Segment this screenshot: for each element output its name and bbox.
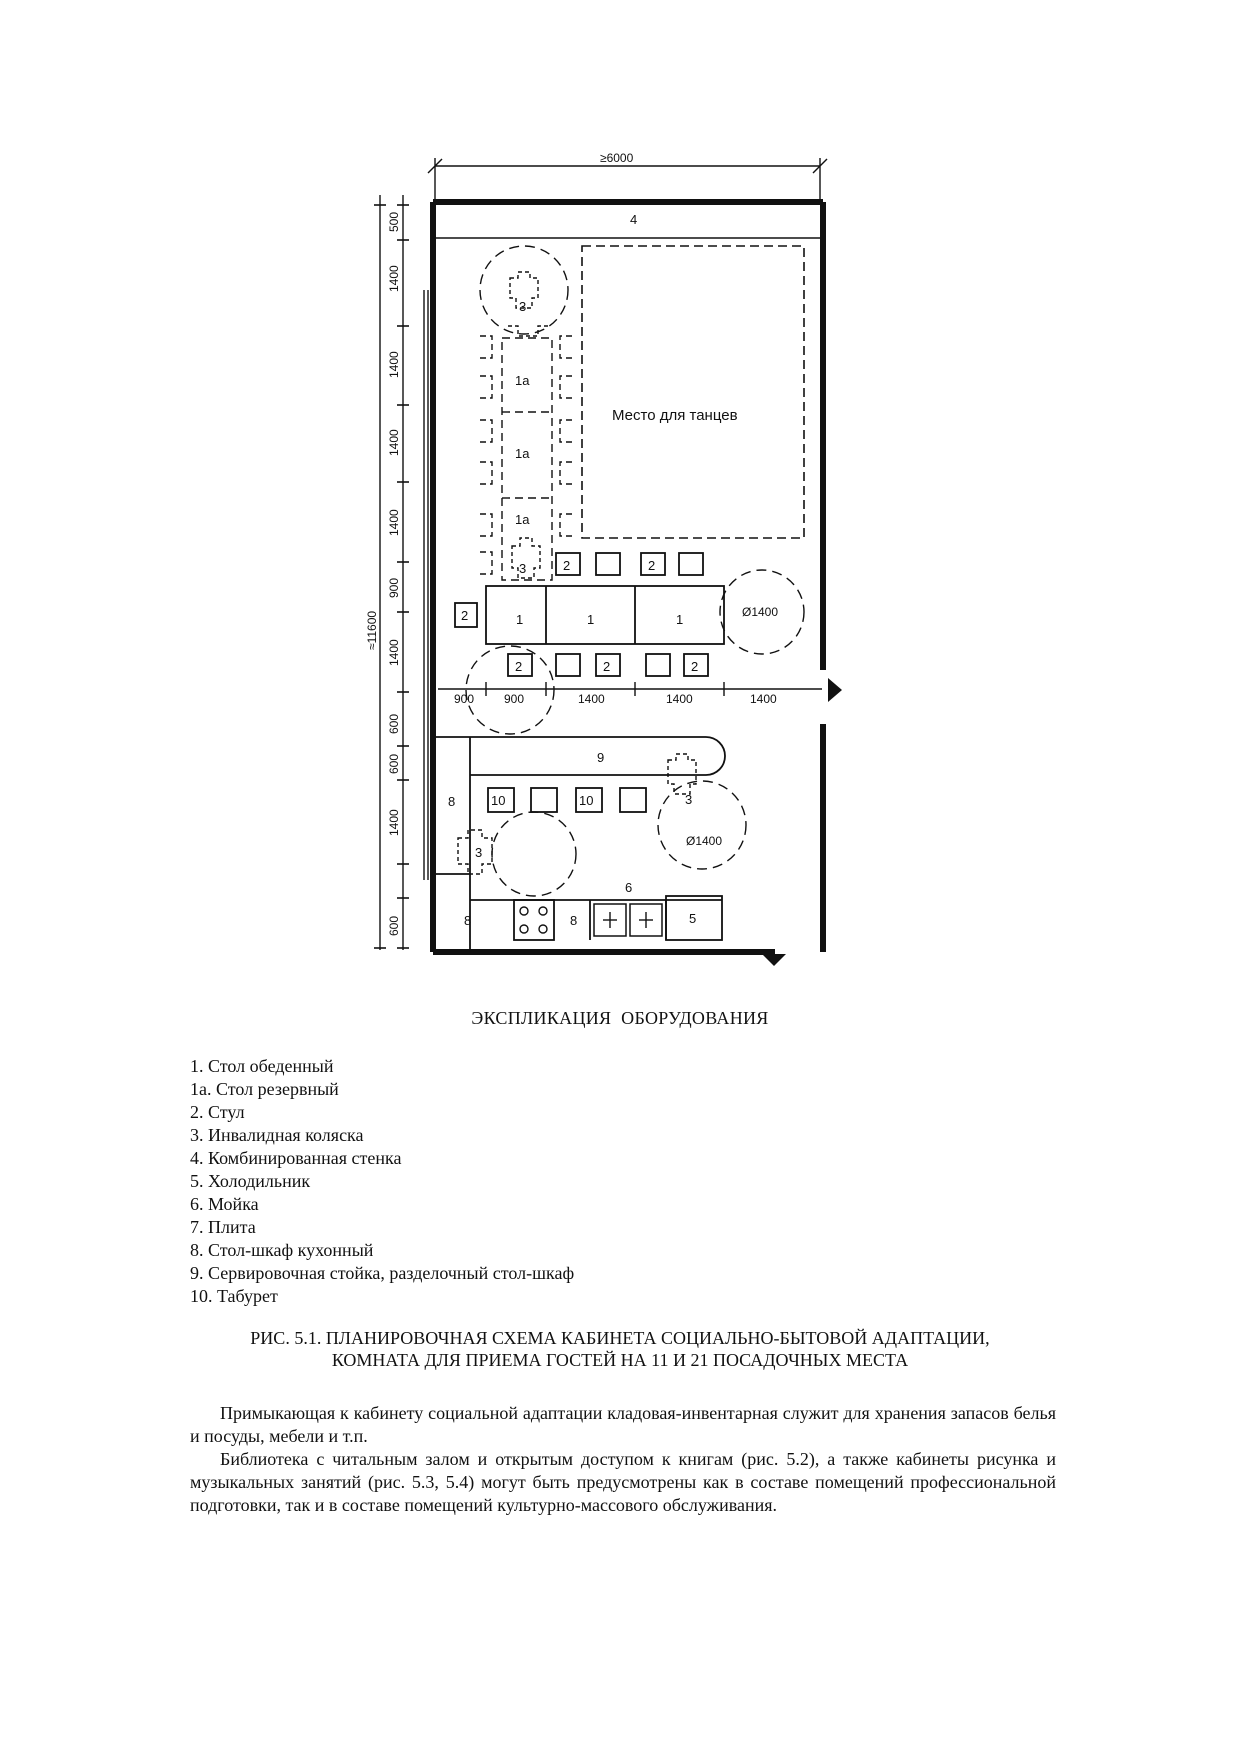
legend-item: 1. Стол обеденный [190, 1056, 334, 1076]
v-dim-4: 1400 [387, 429, 401, 456]
v-dim-7: 1400 [387, 639, 401, 666]
paragraph: Библиотека с читальным залом и открытым доступом к книгам (рис. 5.2), а также кабинеты рисунка и музыкальных занятий (рис. 5.3, 5.4) могут быть предусмотрены как в составе помещений профессиональной подготовки, так и в составе помещений культурно-массового обслуживания. [190, 1449, 1056, 1515]
wheelchair-label: 3 [685, 792, 693, 807]
wheelchair-label: 3 [519, 299, 527, 314]
table-label: 1 [516, 612, 524, 627]
legend-item: 3. Инвалидная коляска [190, 1125, 364, 1145]
equipment-legend [190, 1055, 574, 1308]
diameter-label: Ø1400 [742, 605, 779, 619]
kitchen-cabinet-label: 8 [464, 913, 472, 928]
wheelchair-label: 3 [475, 845, 483, 860]
chair-label: 2 [648, 558, 656, 573]
serving-counter-label: 9 [597, 750, 605, 765]
legend-item: 5. Холодильник [190, 1171, 311, 1191]
h-dim-4: 1400 [666, 692, 693, 706]
reserve-table-label: 1а [515, 512, 530, 527]
wheelchair-label: 3 [519, 561, 527, 576]
reserve-table-label: 1а [515, 373, 530, 388]
chair-label: 2 [691, 659, 699, 674]
dance-area-label: Место для танцев [612, 407, 738, 424]
legend-item: 1а. Стол резервный [190, 1079, 339, 1099]
caption-line: КОМНАТА ДЛЯ ПРИЕМА ГОСТЕЙ НА 11 И 21 ПОСАДОЧНЫХ МЕСТА [331, 1350, 909, 1370]
v-dim-10: 1400 [387, 809, 401, 836]
legend-item: 8. Стол-шкаф кухонный [190, 1240, 374, 1260]
legend-item: 10. Табурет [190, 1286, 278, 1306]
chair-label: 2 [515, 659, 523, 674]
kitchen-cabinet-label: 8 [570, 913, 578, 928]
explication-heading: ЭКСПЛИКАЦИЯ ОБОРУДОВАНИЯ [471, 1008, 769, 1028]
table-label: 1 [676, 612, 684, 627]
fridge-label: 5 [689, 911, 697, 926]
legend-item: 4. Комбинированная стенка [190, 1148, 402, 1168]
legend-item: 2. Стул [190, 1102, 245, 1122]
overall-width-dim: ≥6000 [600, 151, 634, 165]
caption-line: РИС. 5.1. ПЛАНИРОВОЧНАЯ СХЕМА КАБИНЕТА СОЦИАЛЬНО-БЫТОВОЙ АДАПТАЦИИ, [250, 1328, 990, 1348]
h-dim-5: 1400 [750, 692, 777, 706]
sink-label: 6 [625, 880, 633, 895]
v-dim-6: 900 [387, 577, 401, 598]
legend-item: 9. Сервировочная стойка, разделочный стол-шкаф [190, 1263, 575, 1283]
v-dim-2: 1400 [387, 265, 401, 292]
chair-label: 2 [563, 558, 571, 573]
stool-label: 10 [579, 793, 594, 808]
diameter-label: Ø1400 [686, 834, 723, 848]
overall-length-dim: ≈11600 [365, 610, 379, 650]
h-dim-2: 900 [504, 692, 525, 706]
h-dim-3: 1400 [578, 692, 605, 706]
chair-label: 2 [461, 608, 469, 623]
reserve-table-label: 1а [515, 446, 530, 461]
legend-item: 6. Мойка [190, 1194, 259, 1214]
legend-item: 7. Плита [190, 1217, 256, 1237]
chair-label: 2 [603, 659, 611, 674]
stool-label: 10 [491, 793, 506, 808]
kitchen-cabinet-label: 8 [448, 794, 456, 809]
body-text [190, 1402, 1056, 1517]
table-label: 1 [587, 612, 595, 627]
v-dim-8: 600 [387, 713, 401, 734]
v-dim-3: 1400 [387, 351, 401, 378]
v-dim-11: 600 [387, 915, 401, 936]
h-dim-1: 900 [454, 692, 475, 706]
wall-unit-label: 4 [630, 212, 638, 227]
figure-caption [160, 1327, 1080, 1371]
v-dim-5: 1400 [387, 509, 401, 536]
v-dim-1: 500 [387, 211, 401, 232]
v-dim-9: 600 [387, 753, 401, 774]
paragraph: Примыкающая к кабинету социальной адаптации кладовая-инвентарная служит для хранения запасов белья и посуды, мебели и т.п. [190, 1403, 1056, 1446]
